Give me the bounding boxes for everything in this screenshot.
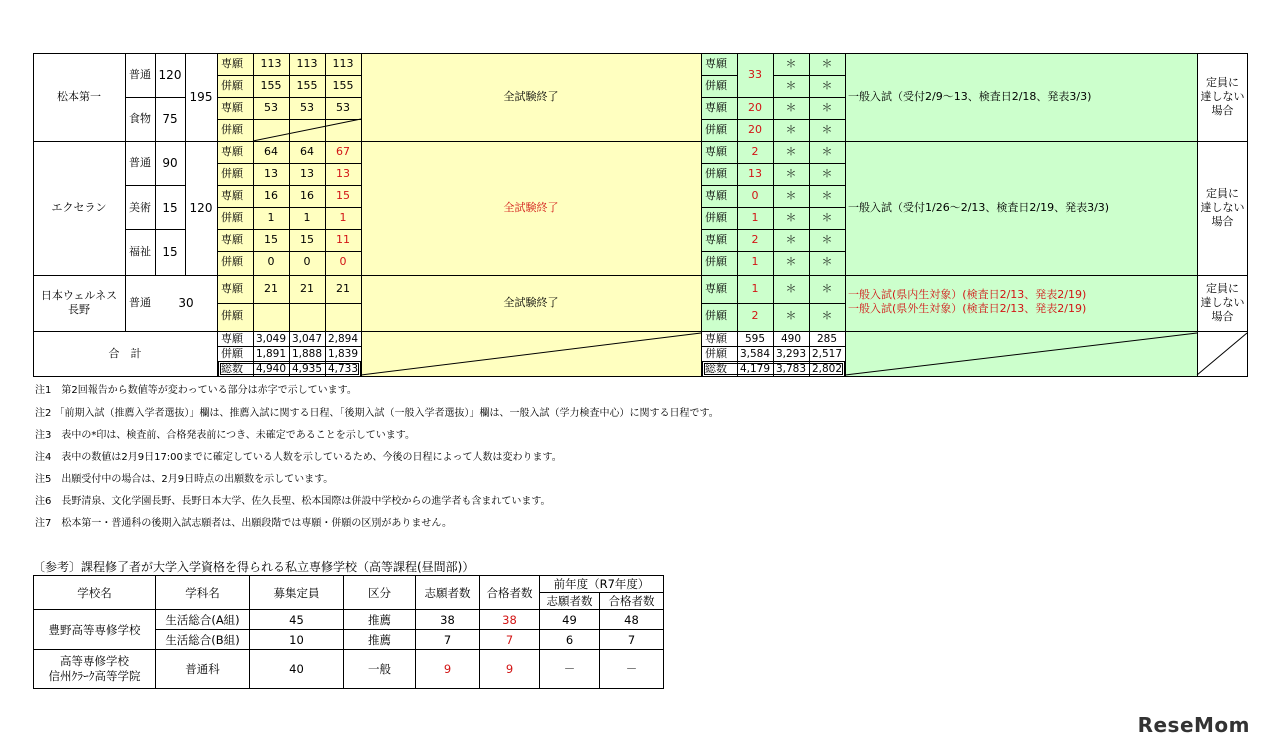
entry-type: 併願 (221, 79, 243, 92)
entry-type: 専願 (221, 189, 243, 202)
table-row (34, 650, 664, 689)
value-cell: 3,049 (255, 333, 287, 345)
header-prev-year: 前年度（R7年度） (540, 576, 664, 593)
value-cell: 13 (748, 167, 762, 180)
value-cell: ＊ (785, 101, 797, 114)
value-cell: ＊ (785, 211, 797, 224)
late-schedule: 一般入試(県外生対象）(検査日2/13、発表2/19) (848, 302, 1087, 315)
value-cell: 0 (303, 255, 311, 268)
value-cell: 20 (748, 101, 762, 114)
entry-type: 併願 (221, 309, 243, 322)
value-cell: 21 (300, 282, 314, 295)
value-cell: 2,517 (811, 348, 843, 360)
value-cell: 1 (751, 255, 759, 268)
header-applicants: 志願者数 (416, 576, 480, 610)
entry-type: 併願 (221, 167, 243, 180)
value-cell: 113 (260, 57, 282, 70)
admissions-table (33, 53, 1248, 377)
value-cell: ＊ (785, 282, 797, 295)
value-cell: 64 (264, 145, 278, 158)
dept-capacity: 15 (162, 201, 178, 215)
reference-table (33, 575, 664, 689)
dept-name: 食物 (129, 112, 151, 125)
value-cell: ＊ (821, 189, 833, 202)
value-cell: 1 (267, 211, 275, 224)
value-cell: 13 (300, 167, 314, 180)
category: 一般 (344, 650, 416, 689)
dept-name: 生活総合(B組) (156, 630, 250, 650)
remark-line: 達しない (1200, 90, 1245, 103)
note-7: 注7 松本第一・普通科の後期入試志願者は、出願段階では専願・併願の区別がありません。 (35, 518, 452, 529)
category: 推薦 (344, 610, 416, 630)
school-name-line1: 高等専修学校 (60, 654, 129, 668)
value-cell: ＊ (821, 145, 833, 158)
capacity: 10 (250, 630, 344, 650)
value-cell: 3,783 (775, 363, 807, 375)
passed: 38 (480, 610, 540, 630)
value-cell: 21 (264, 282, 278, 295)
remark-line: 達しない (1200, 296, 1245, 309)
value-cell: 11 (336, 233, 350, 246)
entry-type: 併願 (221, 347, 243, 360)
entry-type: 併願 (705, 79, 727, 92)
value-cell: 2 (751, 233, 759, 246)
dept-capacity: 75 (162, 112, 178, 126)
header-dept: 学科名 (156, 576, 250, 610)
value-cell: 3,293 (775, 348, 807, 360)
entry-type: 専願 (705, 233, 727, 246)
school-name-line2: 長野 (68, 303, 90, 316)
note-2: 注2 「前期入試（推薦入学者選抜）」欄は、推薦入試に関する日程、「後期入試（一般入学者選抜）」欄は、一般入試（学力検査中心）に関する日程です。 (35, 408, 719, 419)
header-category: 区分 (344, 576, 416, 610)
dept-capacity: 15 (162, 245, 178, 259)
totals-label: 合 計 (108, 347, 142, 360)
remark-line: 場合 (1211, 310, 1234, 323)
entry-type: 総数 (705, 362, 727, 375)
total-capacity: 195 (189, 90, 213, 104)
note-1: 注1 第2回報告から数値等が変わっている部分は赤字で示しています。 (35, 385, 357, 396)
value-cell: 67 (336, 145, 350, 158)
late-schedule: 一般入試（受付2/9～13、検査日2/18、発表3/3) (848, 90, 1092, 103)
school-name: 松本第一 (57, 90, 101, 103)
value-cell: 33 (748, 68, 762, 81)
value-cell: ＊ (821, 282, 833, 295)
value-cell: 1 (751, 211, 759, 224)
value-cell: 20 (748, 123, 762, 136)
value-cell: 1,888 (291, 348, 323, 360)
applicants: 9 (416, 650, 480, 689)
early-status: 全試験終了 (503, 90, 559, 103)
note-6: 注6 長野清泉、文化学園長野、長野日本大学、佐久長聖、松本国際は併設中学校からの進学者も含まれています。 (35, 496, 551, 507)
dept-name: 普通 (129, 68, 151, 81)
value-cell: 64 (300, 145, 314, 158)
value-cell: ＊ (785, 57, 797, 70)
prev-applicants: － (540, 650, 600, 689)
entry-type: 専願 (221, 101, 243, 114)
value-cell: 113 (332, 57, 354, 70)
value-cell: 490 (780, 333, 802, 345)
entry-type: 併願 (705, 255, 727, 268)
early-status: 全試験終了 (503, 201, 559, 214)
entry-type: 専願 (705, 145, 727, 158)
value-cell: ＊ (785, 189, 797, 202)
value-cell: ＊ (821, 57, 833, 70)
dept-name: 美術 (129, 201, 151, 214)
value-cell: 2,802 (811, 363, 843, 375)
school-name (34, 650, 156, 689)
value-cell: ＊ (821, 309, 833, 322)
applicants: 38 (416, 610, 480, 630)
remark-line: 場合 (1211, 215, 1234, 228)
value-cell: 15 (300, 233, 314, 246)
value-cell: 1 (339, 211, 347, 224)
entry-type: 専願 (705, 101, 727, 114)
value-cell: ＊ (785, 167, 797, 180)
total-capacity: 120 (189, 201, 213, 215)
value-cell: 4,179 (739, 363, 771, 375)
table-header-row (34, 576, 664, 593)
value-cell: 4,935 (291, 363, 323, 375)
value-cell: 3,047 (291, 333, 323, 345)
value-cell: ＊ (785, 255, 797, 268)
remark-line: 達しない (1200, 201, 1245, 214)
dept-name: 普通科 (156, 650, 250, 689)
entry-type: 併願 (705, 123, 727, 136)
entry-type: 専願 (221, 233, 243, 246)
category: 推薦 (344, 630, 416, 650)
prev-applicants: 49 (540, 610, 600, 630)
value-cell: 16 (300, 189, 314, 202)
reference-title: 〔参考〕課程修了者が大学入学資格を得られる私立専修学校（高等課程(昼間部)） (33, 560, 475, 574)
value-cell: 155 (296, 79, 318, 92)
note-3: 注3 表中の*印は、検査前、合格発表前につき、未確定であることを示しています。 (35, 430, 415, 441)
dept-capacity: 90 (162, 156, 178, 170)
school-name-line1: 日本ウェルネス (40, 289, 118, 302)
school-name: 豊野高等専修学校 (34, 610, 156, 650)
value-cell: 2 (751, 309, 759, 322)
entry-type: 併願 (221, 211, 243, 224)
entry-type: 専願 (705, 332, 727, 345)
remark-line: 定員に (1206, 187, 1239, 200)
entry-type: 総数 (221, 362, 243, 375)
header-prev-applicants: 志願者数 (540, 593, 600, 610)
header-prev-passed: 合格者数 (600, 593, 664, 610)
entry-type: 併願 (705, 309, 727, 322)
note-4: 注4 表中の数値は2月9日17:00までに確定している人数を示しているため、今後の日程によって人数は変わります。 (35, 452, 562, 463)
entry-type: 専願 (705, 189, 727, 202)
value-cell: 1 (303, 211, 311, 224)
entry-type: 併願 (705, 167, 727, 180)
value-cell: 4,940 (255, 363, 287, 375)
dept-name: 普通 (129, 296, 151, 309)
applicants: 7 (416, 630, 480, 650)
value-cell: 2,894 (327, 333, 359, 345)
prev-passed: － (600, 650, 664, 689)
school-name: エクセラン (51, 201, 107, 214)
value-cell: 53 (300, 101, 314, 114)
entry-type: 併願 (705, 211, 727, 224)
passed: 7 (480, 630, 540, 650)
remark-line: 場合 (1211, 104, 1234, 117)
header-passed: 合格者数 (480, 576, 540, 610)
dept-capacity: 120 (158, 68, 182, 82)
entry-type: 併願 (221, 255, 243, 268)
value-cell: 21 (336, 282, 350, 295)
prev-passed: 7 (600, 630, 664, 650)
value-cell: ＊ (821, 211, 833, 224)
value-cell: 15 (264, 233, 278, 246)
value-cell: 53 (336, 101, 350, 114)
value-cell: 285 (816, 333, 838, 345)
early-status: 全試験終了 (503, 296, 559, 309)
header-capacity: 募集定員 (250, 576, 344, 610)
entry-type: 専願 (221, 282, 243, 295)
value-cell: ＊ (821, 167, 833, 180)
value-cell: ＊ (785, 79, 797, 92)
value-cell: ＊ (821, 79, 833, 92)
remark-line: 定員に (1206, 76, 1239, 89)
prev-applicants: 6 (540, 630, 600, 650)
entry-type: 併願 (221, 123, 243, 136)
dept-name: 普通 (129, 156, 151, 169)
resemom-logo: ReseMom (1137, 713, 1250, 737)
value-cell: 4,733 (327, 363, 359, 375)
header-school: 学校名 (34, 576, 156, 610)
value-cell: ＊ (821, 101, 833, 114)
value-cell: 13 (336, 167, 350, 180)
value-cell: 595 (744, 333, 766, 345)
dept-name: 福祉 (129, 245, 151, 258)
entry-type: 専願 (221, 145, 243, 158)
school-name-line2: 信州ｸﾗｰｸ高等学院 (48, 669, 141, 683)
value-cell: 0 (339, 255, 347, 268)
value-cell: 2 (751, 145, 759, 158)
table-row (34, 610, 664, 630)
value-cell: 15 (336, 189, 350, 202)
dept-capacity: 30 (178, 296, 194, 310)
entry-type: 専願 (221, 332, 243, 345)
entry-type: 専願 (705, 57, 727, 70)
value-cell: ＊ (821, 123, 833, 136)
value-cell: ＊ (785, 123, 797, 136)
value-cell: ＊ (785, 233, 797, 246)
passed: 9 (480, 650, 540, 689)
value-cell: 53 (264, 101, 278, 114)
dept-name: 生活総合(A組) (156, 610, 250, 630)
value-cell: 155 (260, 79, 282, 92)
value-cell: 1 (751, 282, 759, 295)
capacity: 40 (250, 650, 344, 689)
value-cell: ＊ (785, 309, 797, 322)
remark-line: 定員に (1206, 282, 1239, 295)
entry-type: 専願 (221, 57, 243, 70)
late-schedule: 一般入試(県内生対象）(検査日2/13、発表2/19) (848, 288, 1087, 301)
capacity: 45 (250, 610, 344, 630)
value-cell: 1,839 (327, 348, 359, 360)
value-cell: 1,891 (255, 348, 287, 360)
entry-type: 専願 (705, 282, 727, 295)
value-cell: 13 (264, 167, 278, 180)
entry-type: 併願 (705, 347, 727, 360)
value-cell: 0 (751, 189, 759, 202)
value-cell: 0 (267, 255, 275, 268)
value-cell: ＊ (785, 145, 797, 158)
value-cell: 3,584 (739, 348, 771, 360)
value-cell: 113 (296, 57, 318, 70)
prev-passed: 48 (600, 610, 664, 630)
value-cell: ＊ (821, 233, 833, 246)
value-cell: 16 (264, 189, 278, 202)
note-5: 注5 出願受付中の場合は、2月9日時点の出願数を示しています。 (35, 474, 334, 485)
value-cell: 155 (332, 79, 354, 92)
late-schedule: 一般入試（受付1/26～2/13、検査日2/19、発表3/3) (848, 201, 1110, 214)
value-cell: ＊ (821, 255, 833, 268)
